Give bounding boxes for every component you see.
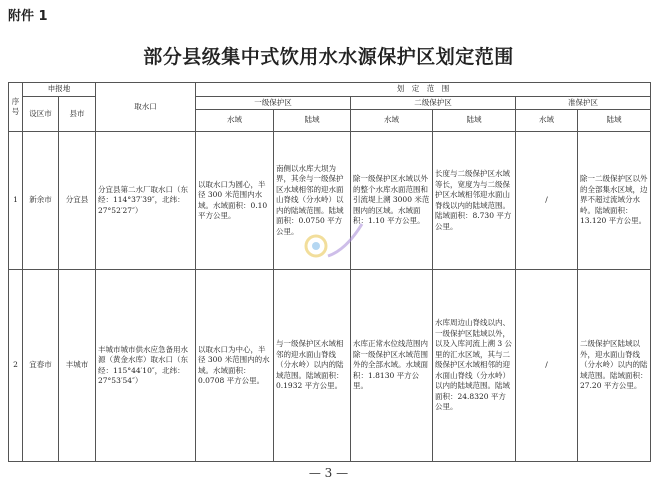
- city-header: 设区市: [23, 96, 59, 132]
- l2-water-header: 水域: [351, 110, 433, 132]
- watermark-dot: [312, 242, 320, 250]
- document-title: 部分县级集中式饮用水水源保护区划定范围: [143, 46, 514, 68]
- intake-header: 取水口: [96, 83, 196, 132]
- row-l1-water: 以取水口为中心，半径 300 米范围内的水域。水域面积：0.0708 平方公里。: [196, 270, 274, 462]
- scope-header: 划 定 范 围: [196, 83, 651, 97]
- row-l2-water: 水库正常水位线范围内除一级保护区水域范围外的全部水域。水域面积：1.8130 平方公里。: [351, 270, 433, 462]
- row-seq: 2: [9, 270, 23, 462]
- row-quasi-water: /: [516, 270, 578, 462]
- l2-land-header: 陆域: [433, 110, 516, 132]
- row-county: 丰城市: [59, 270, 96, 462]
- watermark-arc: [328, 224, 362, 256]
- row-quasi-land: 除一二级保护区以外的全部集水区域，边界不超过流域分水岭。陆域面积：13.120 平方公里。: [578, 132, 651, 270]
- attachment-label: 附件 1: [8, 9, 48, 24]
- row-l1-water: 以取水口为圆心，半径 300 米范围内水域。水域面积：0.10 平方公里。: [196, 132, 274, 270]
- row-l1-land: 与一级保护区水域相邻的迎水面山脊线（分水岭）以内的陆域范围。陆域面积：0.1932 平方公里。: [274, 270, 351, 462]
- row-city: 宜春市: [23, 270, 59, 462]
- protection-zone-table: [8, 82, 651, 462]
- quasi-water-header: 水域: [516, 110, 578, 132]
- row-intake: 丰城市城市供水应急备用水源（黄金水库）取水口（东经：115°44′10″，北纬：27°53′54″）: [96, 270, 196, 462]
- row-l2-land: 水库周边山脊线以内、一级保护区陆域以外，以及入库河流上溯 3 公里的汇水区域，其与二级保护区水域相邻的迎水面山脊线（分水岭）以内的陆域范围。陆域面积：24.8320 平方公里。: [433, 270, 516, 462]
- row-l2-water: 除一级保护区水域以外的整个水库水面范围和引流堤上溯 3000 米范围内的区域。水域面积：1.10 平方公里。: [351, 132, 433, 270]
- l1-water-header: 水域: [196, 110, 274, 132]
- table-row: [9, 270, 651, 462]
- page-number: — 3 —: [308, 466, 349, 480]
- row-l1-land: 南侧以水库大坝为界，其余与一级保护区水域相邻的迎水面山脊线（分水岭）以内的陆域范围。陆域面积：0.0750 平方公里。: [274, 132, 351, 270]
- row-quasi-land: 二级保护区陆域以外，迎水面山脊线（分水岭）以内的陆域范围。陆域面积：27.20 平方公里。: [578, 270, 651, 462]
- row-county: 分宜县: [59, 132, 96, 270]
- level1-header: 一级保护区: [196, 96, 351, 110]
- level2-header: 二级保护区: [351, 96, 516, 110]
- row-intake: 分宜县第二水厂取水口（东经：114°37′39″，北纬：27°52′27″）: [96, 132, 196, 270]
- row-city: 新余市: [23, 132, 59, 270]
- quasi-header: 准保护区: [516, 96, 651, 110]
- row-quasi-water: /: [516, 132, 578, 270]
- l1-land-header: 陆域: [274, 110, 351, 132]
- county-header: 县市: [59, 96, 96, 132]
- quasi-land-header: 陆域: [578, 110, 651, 132]
- header-row-1: [9, 83, 651, 97]
- report-area-header: 申报地: [23, 83, 96, 97]
- row-seq: 1: [9, 132, 23, 270]
- row-l2-land: 长度与二级保护区水域等长，宽度为与二级保护区水域相邻迎水面山脊线以内的陆域范围。陆域面积：8.730 平方公里。: [433, 132, 516, 270]
- seq-header: 序号: [9, 83, 23, 132]
- watermark-logo: [300, 216, 370, 266]
